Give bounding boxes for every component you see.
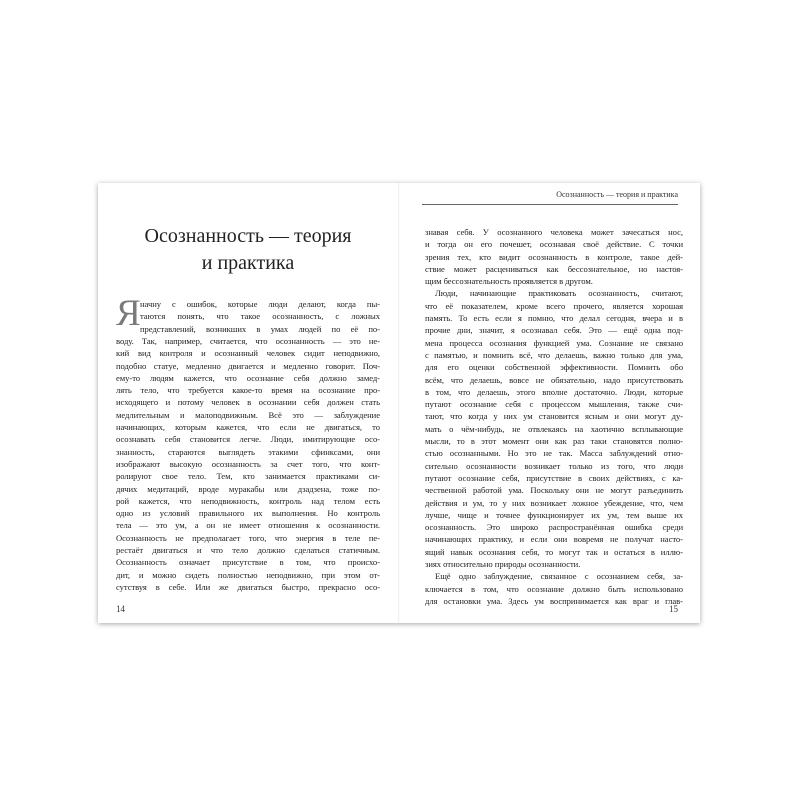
text-line: мысли, то в этот момент они как раз таки становятся полно- [425, 436, 683, 447]
text-line: изображают высокую осознанность за счет того, что конт- [116, 458, 380, 469]
left-body-text [116, 335, 380, 593]
text-line: подобно статуе, медленно двигается и медленно говорит. Поч- [116, 360, 380, 371]
text-line: мать о чём-нибудь, не отвлекаясь на хаотично всплывающие [425, 423, 683, 434]
chapter-title-line-2: и практика [201, 252, 295, 274]
text-line: путают осознание себя, присутствие в своих действиях, с ка- [425, 472, 683, 483]
text-line: одно из условий правильного их выполнения. Но контроль [116, 508, 380, 519]
text-line: рой кажется, что неподвижность, контроль над телом есть [116, 495, 380, 506]
text-line: тела — это ум, а он не имеет отношения к осознанности. [116, 520, 380, 531]
text-line: с памятью, и помнить всё, что делаешь, важно только для ума, [425, 349, 683, 360]
text-line: тают, что когда у них ум становится ясным и они могут ду- [425, 411, 683, 422]
text-line: ствие может расцениваться как бессознательное, но настоя- [425, 263, 683, 274]
chapter-title-line-1: Осознанность — теория [144, 225, 352, 247]
text-line: начну с ошибок, которые люди делают, когда пы- [140, 299, 380, 309]
page-number-left: 14 [116, 604, 125, 614]
text-line: для остановки ума. Здесь ум воспринимается как враг и глав- [425, 595, 683, 606]
chapter-title [120, 223, 376, 277]
text-line: кий вид контроля и осознанный человек сидит неподвижно, [116, 348, 380, 359]
text-line: зиях относительно природы осознанности. [425, 559, 581, 570]
text-line: чественной работой ума. Поскольку они не могут разъединить [425, 485, 683, 496]
text-line: таются понять, что такое осознанность, с ложных [140, 311, 380, 322]
text-line: что её показателем, кроме всего прочего, является хорошая [425, 300, 683, 311]
text-line: лять тело, что требуется какое-то время на осознание про- [116, 385, 380, 396]
right-page [400, 183, 700, 623]
text-line: знанность, стараются выглядеть этакими сфинксами, они [116, 446, 380, 457]
text-line: ящий навык осознания себя, то могут так и остаться в иллю- [425, 546, 683, 557]
text-line: Люди, начинающие практиковать осознанность, считают, [435, 288, 683, 299]
text-line: зрения тех, кто видит осознанность в контроле, такое дей- [425, 251, 683, 262]
text-line: стью осознанными. Но это не так. Масса заблуждений отно- [425, 448, 683, 459]
text-line: Осознанность не предполагает того, что энергия в теле пе- [116, 532, 380, 543]
text-line: сительно осознанности возникает только из того, что люди [425, 460, 683, 471]
text-line: дячих медитаций, вроде муракабы или дзадзена, тоже по- [116, 483, 380, 494]
text-line: знавая себя. У осознанного человека может зачесаться нос, [425, 227, 683, 237]
text-line: для его оценки собственной эффективности. Помнить обо [425, 362, 683, 373]
text-line: начинающих практику, и если они вовремя не получат насто- [425, 534, 683, 545]
right-body-text [425, 226, 683, 607]
text-line: дит, и можно сидеть полностью неподвижно, при этом от- [116, 569, 380, 580]
text-line: исходящего и потому человек в осознании себя должен стать [116, 397, 380, 408]
text-line: прочие дни, значит, я осознавал себя. Это — ещё одна под- [425, 325, 683, 336]
text-line: путают осознание себя с процессом мышления, также счи- [425, 399, 683, 410]
text-line: воду. Так, например, считается, что осознанность — это не- [116, 336, 380, 346]
text-line: мена процесса осознания функцией ума. Сознание не связано [425, 337, 683, 348]
page-number-right: 15 [669, 604, 678, 614]
text-line: сутствуя в себе. Или же двигаться быстро, прекрасно осо- [116, 581, 380, 592]
text-line: рестаёт двигаться и что тело должно сделаться статичным. [116, 545, 380, 556]
text-line: щим бессознательность проявляется в другом. [425, 276, 593, 287]
text-line: осознавать себя становится легче. Люди, имитирующие осо- [116, 434, 380, 445]
dropcap-text-block [140, 298, 380, 335]
left-page [98, 183, 398, 623]
text-line: Ещё одно заблуждение, связанное с осознанием себя, за- [435, 571, 683, 582]
text-line: в том, что делаешь, этого вполне достаточно. Люди, которые [425, 386, 683, 397]
text-line: медлительным и малоподвижным. Всё это — заблуждение [116, 409, 380, 420]
drop-cap: Я [116, 293, 141, 334]
text-line: Осознанность означает присутствие в том, что происхо- [116, 557, 380, 568]
text-line: действия и ум, то у них возникает ложное убеждение, что, чем [425, 497, 683, 508]
text-line: ролируют свое тело. Тем, кто занимается практиками си- [116, 471, 380, 482]
text-line: ключается в том, что осознание должно быть использовано [425, 583, 683, 594]
running-head: Осознанность — теория и практика [556, 190, 678, 199]
text-line: лучше, чище и точнее функционирует их ум, тем выше их [425, 509, 683, 520]
text-line: всём, что делаешь, вовсе не обязательно, надо присутствовать [425, 374, 683, 385]
text-line: представлений, возникших в умах людей по её по- [140, 323, 380, 334]
book-spread [98, 183, 700, 623]
text-line: осознанность. Это широко распространённая ошибка среди [425, 522, 683, 533]
text-line: ему-то людям кажется, что осознание себя должно замед- [116, 372, 380, 383]
text-line: и тогда он его почешет, осознавая своё действие. С точки [425, 239, 683, 250]
running-head-rule [422, 204, 678, 205]
text-line: начинающих, которым кажется, что если не двигаться, то [116, 422, 380, 433]
text-line: память. То есть если я помню, что делал сегодня, вчера и в [425, 313, 683, 324]
